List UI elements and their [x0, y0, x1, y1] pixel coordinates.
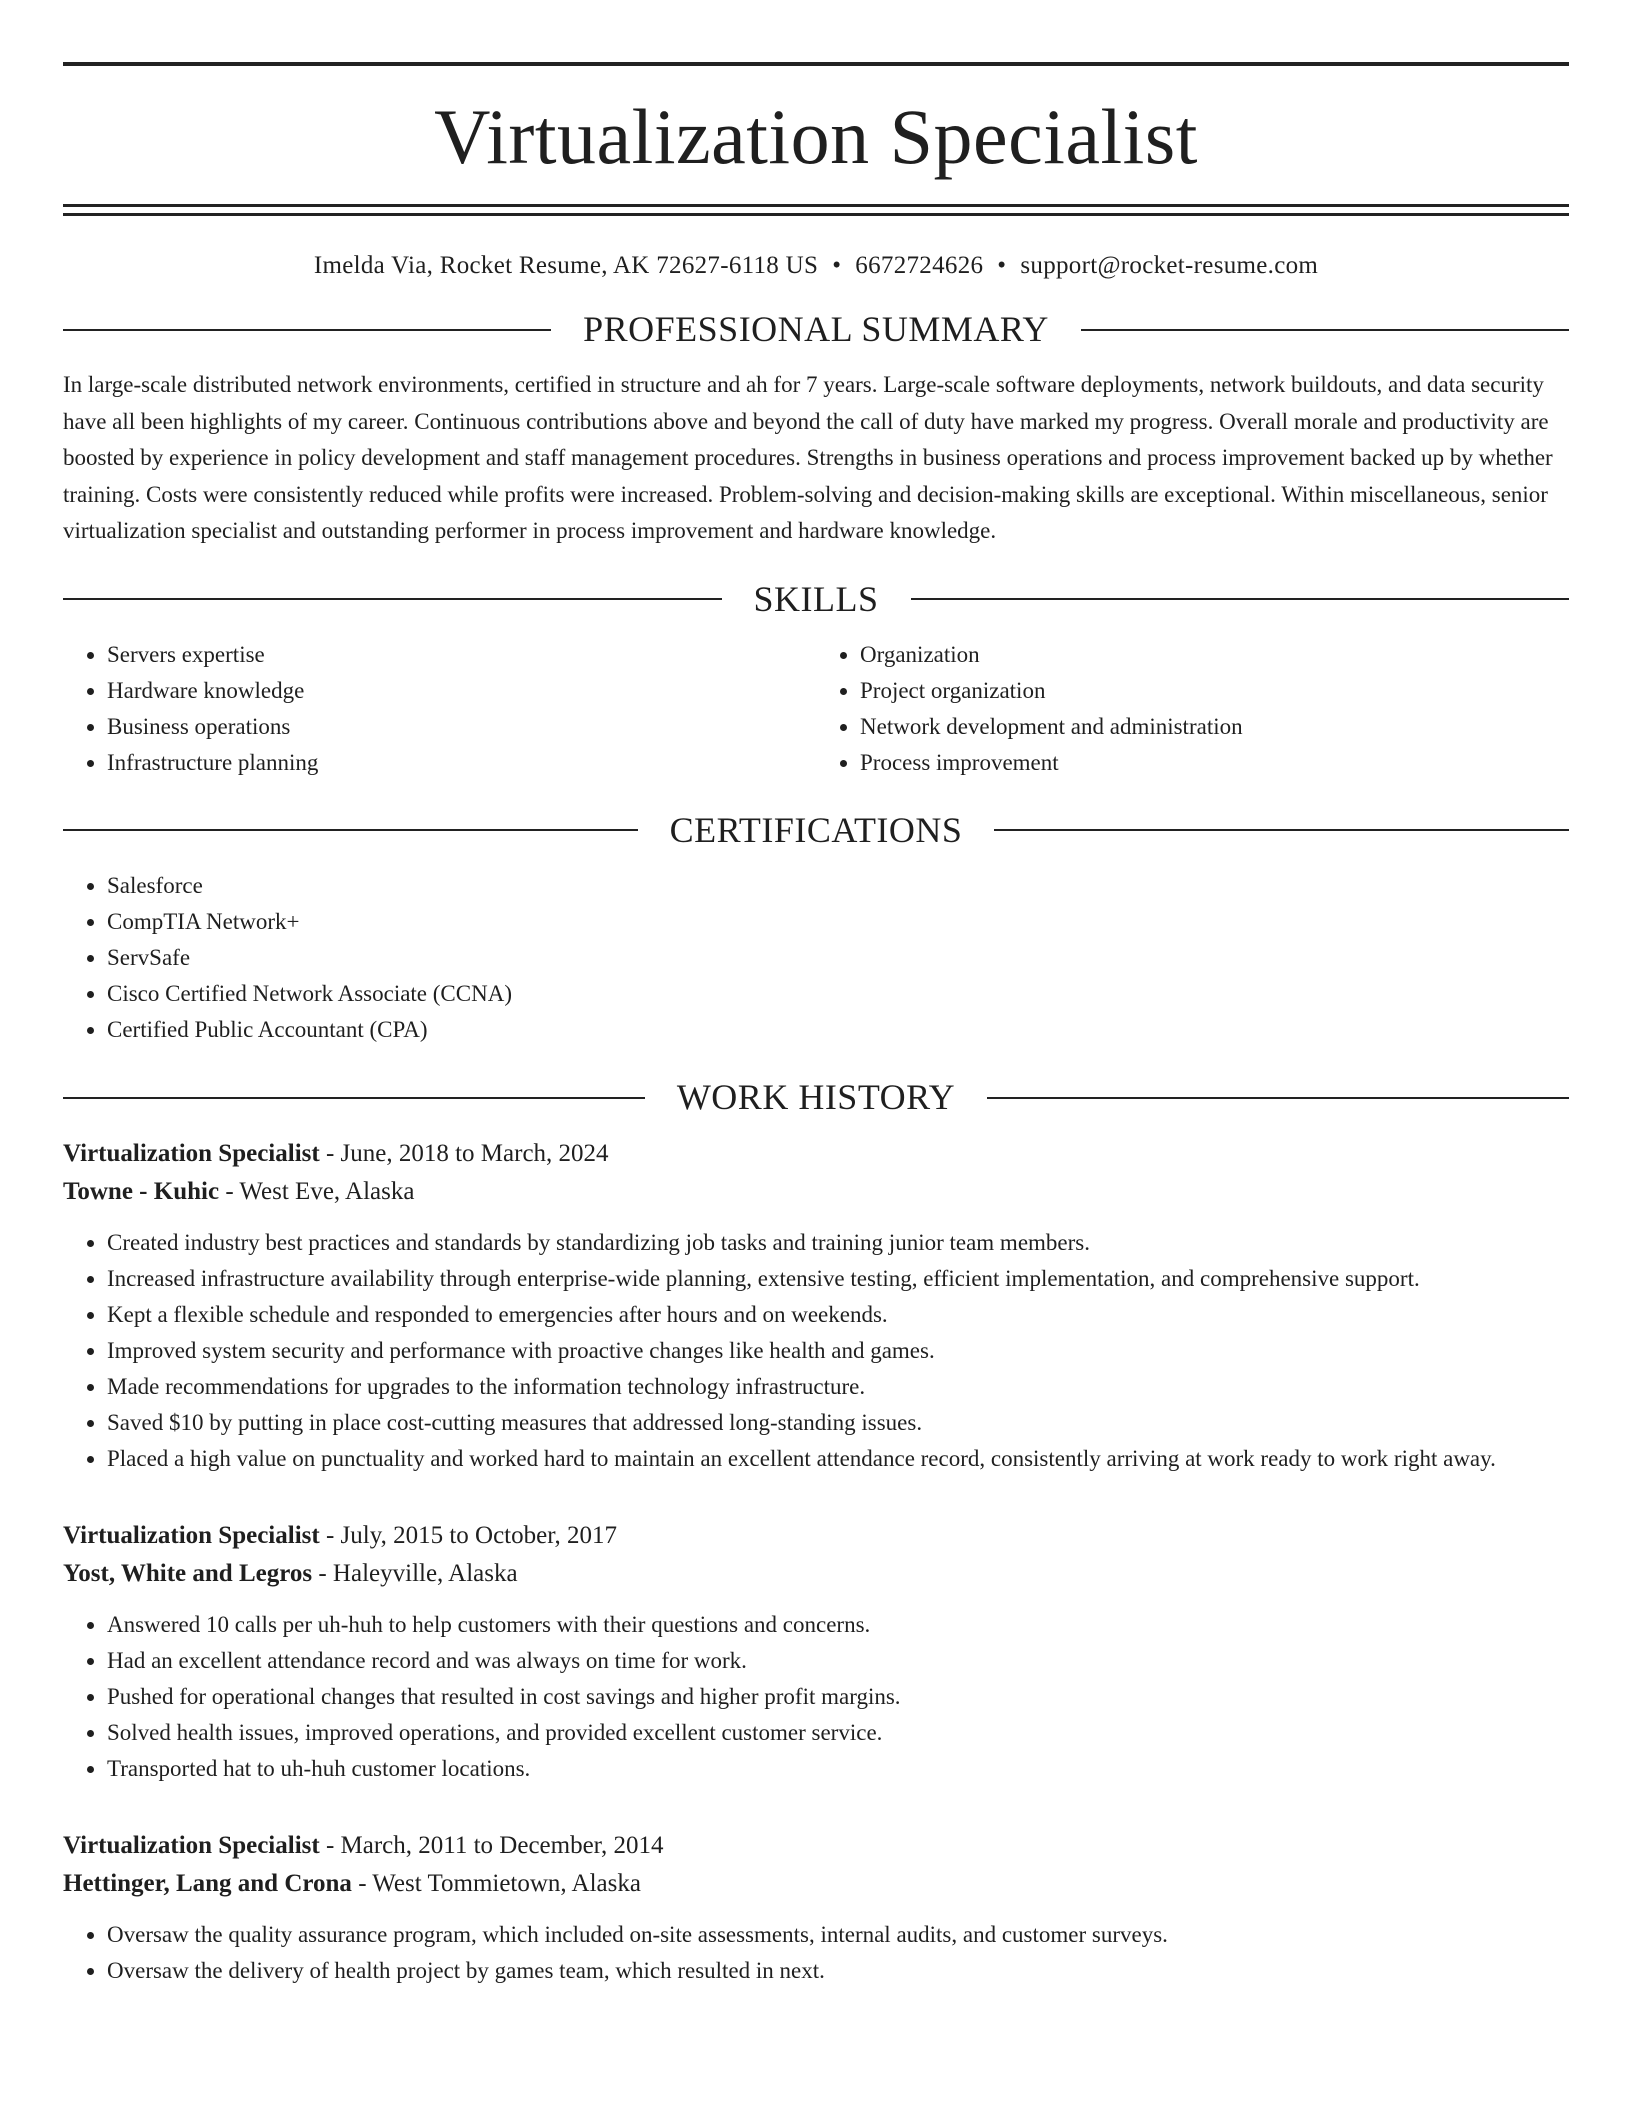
job-bullets [63, 1607, 1569, 1787]
job-company: Hettinger, Lang and Crona [63, 1870, 352, 1898]
job-title-line [63, 1517, 1569, 1555]
job-bullet: • Made recommendations for upgrades to the information technology infrastructure. [107, 1369, 1569, 1405]
summary-heading [63, 308, 1569, 351]
contact-address: Imelda Via, Rocket Resume, AK 72627-6118 US [313, 252, 819, 279]
job-title-line [63, 1135, 1569, 1173]
job-bullet: • Placed a high value on punctuality and worked hard to maintain an excellent attendance record, consistently arriving at work ready to work right away. [107, 1441, 1569, 1477]
skill-item: • Hardware knowledge [107, 673, 816, 709]
job-entry [63, 1827, 1569, 1989]
job-bullet: • Solved health issues, improved operations, and provided excellent customer service. [107, 1715, 1569, 1751]
heading-rule-right [994, 829, 1569, 831]
job-title: Virtualization Specialist [63, 1522, 320, 1550]
job-bullet: • Had an excellent attendance record and was always on time for work. [107, 1643, 1569, 1679]
separator-dot: • [997, 252, 1007, 279]
summary-title: PROFESSIONAL SUMMARY [583, 309, 1049, 349]
summary-text: In large-scale distributed network environments, certified in structure and ah for 7 years. Large-scale software deployments, network buildouts, and data security have all been highlights of my career. Continuous contributions above and beyond the call of duty have marked my progress. Overall morale and productivity are boosted by experience in policy development and staff management procedures. Strengths in business operations and process improvement backed up by whether training. Costs were consistently reduced while profits were increased. Problem-solving and decision-making skills are exceptional. Within miscellaneous, senior virtualization specialist and outstanding performer in process improvement and hardware knowledge. [63, 372, 1553, 544]
resume-page [63, 0, 1569, 1989]
job-bullet: • Improved system security and performance with proactive changes like health and games. [107, 1333, 1569, 1369]
certifications-heading [63, 809, 1569, 852]
skill-item: • Process improvement [860, 745, 1569, 781]
job-location: - Haleyville, Alaska [312, 1560, 518, 1588]
skill-item: • Project organization [860, 673, 1569, 709]
certification-item: • CompTIA Network+ [107, 904, 1569, 940]
job-title: Virtualization Specialist [63, 1140, 320, 1168]
job-entry [63, 1135, 1569, 1477]
certification-item: • Certified Public Accountant (CPA) [107, 1012, 1569, 1048]
certification-item: • ServSafe [107, 940, 1569, 976]
heading-rule-right [987, 1097, 1569, 1099]
job-company-line [63, 1865, 1569, 1903]
skill-item: • Organization [860, 637, 1569, 673]
certifications-title: CERTIFICATIONS [669, 809, 963, 850]
skills-columns [63, 637, 1569, 781]
contact-email: support@rocket-resume.com [1020, 252, 1319, 279]
skills-list-right [816, 637, 1569, 781]
job-bullet: • Transported hat to uh-huh customer locations. [107, 1751, 1569, 1787]
work-history-heading [63, 1076, 1569, 1119]
skill-item: • Network development and administration [860, 709, 1569, 745]
certification-item: • Cisco Certified Network Associate (CCNA) [107, 976, 1569, 1012]
job-bullet: • Created industry best practices and standards by standardizing job tasks and training junior team members. [107, 1225, 1569, 1261]
heading-rule-right [911, 598, 1570, 600]
skill-item: • Infrastructure planning [107, 745, 816, 781]
separator-dot: • [832, 252, 842, 279]
contact-phone: 6672724626 [855, 252, 984, 279]
contact-line [63, 252, 1569, 280]
top-rule [63, 62, 1569, 66]
job-location: - West Tommietown, Alaska [351, 1870, 641, 1898]
job-title-line [63, 1827, 1569, 1865]
job-bullets [63, 1225, 1569, 1477]
resume-title: Virtualization Specialist [434, 93, 1198, 180]
job-bullet: • Kept a flexible schedule and responded to emergencies after hours and on weekends. [107, 1297, 1569, 1333]
job-bullet: • Oversaw the delivery of health project by games team, which resulted in next. [107, 1953, 1569, 1989]
certification-item: • Salesforce [107, 868, 1569, 904]
skill-item: • Business operations [107, 709, 816, 745]
skills-title: SKILLS [753, 578, 879, 619]
heading-rule-left [63, 329, 551, 331]
job-location: - West Eve, Alaska [219, 1178, 415, 1206]
heading-rule-right [1081, 329, 1569, 331]
job-bullets [63, 1917, 1569, 1989]
heading-rule-left [63, 1097, 645, 1099]
job-bullet: • Saved $10 by putting in place cost-cutting measures that addressed long-standing issues. [107, 1405, 1569, 1441]
job-dates: - July, 2015 to October, 2017 [319, 1522, 618, 1550]
job-company-line [63, 1173, 1569, 1211]
job-company: Towne - Kuhic [63, 1178, 220, 1206]
job-bullet: • Oversaw the quality assurance program, which included on-site assessments, internal audits, and customer surveys. [107, 1917, 1569, 1953]
title-rule-upper [63, 204, 1569, 207]
job-dates: - March, 2011 to December, 2014 [319, 1832, 664, 1860]
job-entry [63, 1517, 1569, 1787]
job-company: Yost, White and Legros [63, 1560, 313, 1588]
job-bullet: • Answered 10 calls per uh-huh to help customers with their questions and concerns. [107, 1607, 1569, 1643]
heading-rule-left [63, 829, 638, 831]
job-title: Virtualization Specialist [63, 1832, 320, 1860]
job-dates: - June, 2018 to March, 2024 [319, 1140, 609, 1168]
work-history-title: WORK HISTORY [676, 1077, 956, 1118]
heading-rule-left [63, 598, 722, 600]
job-bullet: • Increased infrastructure availability through enterprise-wide planning, extensive testing, efficient implementation, and comprehensive support. [107, 1261, 1569, 1297]
certifications-list [63, 868, 1569, 1048]
job-company-line [63, 1555, 1569, 1593]
title-rule-lower [63, 213, 1569, 216]
skill-item: • Servers expertise [107, 637, 816, 673]
skills-list-left [63, 637, 816, 781]
job-bullet: • Pushed for operational changes that resulted in cost savings and higher profit margins. [107, 1679, 1569, 1715]
skills-heading [63, 578, 1569, 621]
